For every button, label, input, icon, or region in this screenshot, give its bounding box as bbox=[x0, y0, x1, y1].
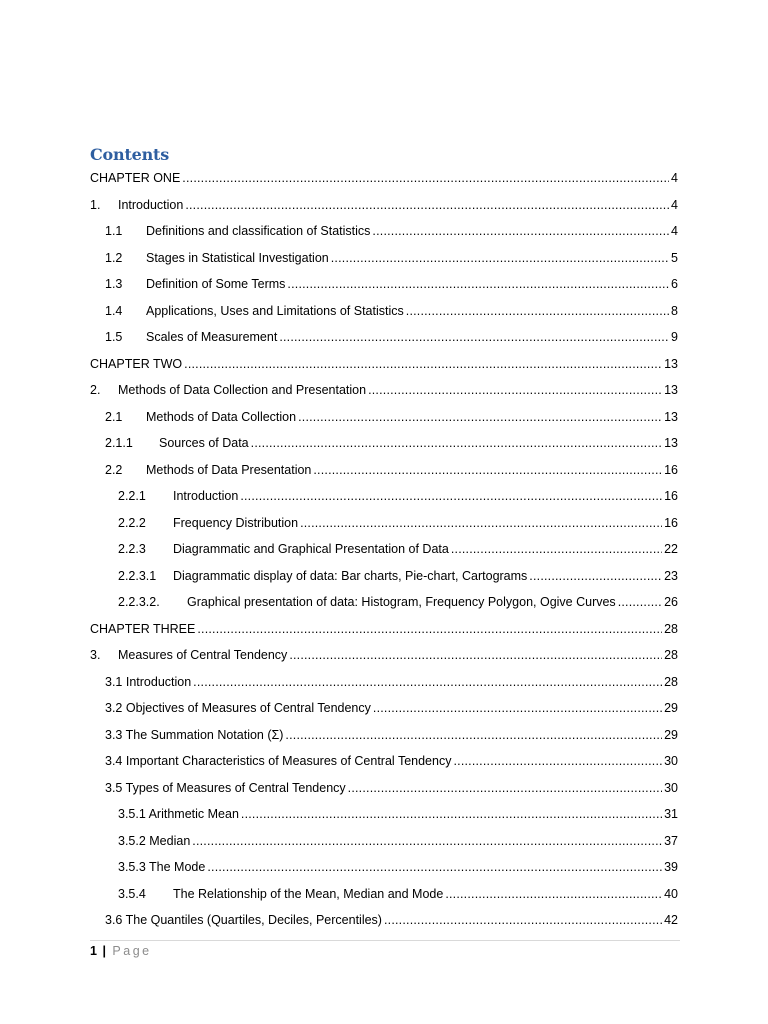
toc-dot-leader bbox=[241, 807, 662, 821]
toc-entry-page: 4 bbox=[671, 197, 678, 212]
toc-entry-number: 1.1 bbox=[105, 224, 123, 239]
toc-entry[interactable] bbox=[0, 457, 768, 484]
toc-entry-number: 2.2 bbox=[105, 462, 123, 477]
toc-entry-title: 3.5.1 Arithmetic Mean bbox=[118, 807, 239, 822]
toc-entry-title: The Relationship of the Mean, Median and Mode bbox=[173, 886, 444, 901]
toc-entry-page: 40 bbox=[664, 886, 678, 901]
toc-dot-leader bbox=[298, 410, 662, 424]
toc-entry-number: 2.1 bbox=[105, 409, 123, 424]
toc-entry-number: 2.2.3 bbox=[118, 542, 146, 557]
toc-entry-title: CHAPTER TWO bbox=[90, 356, 183, 371]
toc-entry-page: 23 bbox=[664, 568, 678, 583]
toc-entry-number: 2.2.3.2. bbox=[118, 595, 160, 610]
toc-dot-leader bbox=[368, 383, 662, 397]
toc-entry[interactable] bbox=[0, 510, 768, 537]
page-number: 1 bbox=[90, 944, 97, 958]
toc-dot-leader bbox=[240, 489, 662, 503]
toc-entry-title: Diagrammatic display of data: Bar charts, Pie-chart, Cartograms bbox=[173, 568, 528, 583]
toc-entry-title: 3.2 Objectives of Measures of Central Tendency bbox=[105, 701, 371, 716]
toc-entry-title: 3.1 Introduction bbox=[105, 674, 192, 689]
toc-dot-leader bbox=[300, 516, 662, 530]
toc-entry-page: 9 bbox=[671, 330, 678, 345]
toc-entry-number: 3. bbox=[90, 648, 101, 663]
toc-entry-page: 31 bbox=[664, 807, 678, 822]
toc-entry-page: 13 bbox=[664, 356, 678, 371]
page-footer bbox=[90, 944, 152, 958]
toc-entry-title: Definitions and classification of Statistics bbox=[146, 224, 371, 239]
toc-entry-page: 8 bbox=[671, 303, 678, 318]
toc-entry[interactable] bbox=[0, 271, 768, 298]
toc-entry-page: 16 bbox=[664, 462, 678, 477]
toc-entry[interactable] bbox=[0, 245, 768, 272]
toc-entry-title: Sources of Data bbox=[159, 436, 249, 451]
toc-entry[interactable] bbox=[0, 324, 768, 351]
toc-entry-page: 5 bbox=[671, 250, 678, 265]
toc-entry-title: 3.5 Types of Measures of Central Tendency bbox=[105, 780, 346, 795]
toc-entry-title: Introduction bbox=[118, 197, 184, 212]
toc-dot-leader bbox=[451, 542, 662, 556]
toc-entry[interactable] bbox=[0, 695, 768, 722]
toc-entry-title: Definition of Some Terms bbox=[146, 277, 286, 292]
toc-entry-title: 3.3 The Summation Notation (Σ) bbox=[105, 727, 284, 742]
toc-entry-page: 22 bbox=[664, 542, 678, 557]
toc-entry-title: Applications, Uses and Limitations of Statistics bbox=[146, 303, 404, 318]
toc-entry-title: Graphical presentation of data: Histogram, Frequency Polygon, Ogive Curves bbox=[187, 595, 616, 610]
footer-divider bbox=[90, 940, 680, 941]
toc-entry-number: 1.4 bbox=[105, 303, 123, 318]
toc-entry-page: 4 bbox=[671, 171, 678, 186]
toc-entry-title: Methods of Data Collection bbox=[146, 409, 297, 424]
toc-dot-leader bbox=[445, 887, 662, 901]
toc-entry-page: 13 bbox=[664, 383, 678, 398]
toc-entry[interactable] bbox=[0, 616, 768, 643]
toc-entry[interactable] bbox=[0, 854, 768, 881]
toc-entry[interactable] bbox=[0, 165, 768, 192]
toc-entry-number: 2.2.2 bbox=[118, 515, 146, 530]
toc-entry-page: 29 bbox=[664, 701, 678, 716]
footer-separator: | bbox=[102, 944, 106, 958]
toc-entry-page: 13 bbox=[664, 436, 678, 451]
toc-entry-number: 1.2 bbox=[105, 250, 123, 265]
toc-entry[interactable] bbox=[0, 192, 768, 219]
toc-entry[interactable] bbox=[0, 801, 768, 828]
toc-dot-leader bbox=[313, 463, 662, 477]
toc-entry-page: 16 bbox=[664, 489, 678, 504]
toc-entry-title: Scales of Measurement bbox=[146, 330, 278, 345]
toc-entry[interactable] bbox=[0, 722, 768, 749]
toc-entry[interactable] bbox=[0, 775, 768, 802]
toc-entry-title: Methods of Data Collection and Presentation bbox=[118, 383, 367, 398]
toc-dot-leader bbox=[193, 675, 662, 689]
toc-entry-number: 1.3 bbox=[105, 277, 123, 292]
toc-dot-leader bbox=[287, 277, 669, 291]
toc-entry-page: 28 bbox=[664, 648, 678, 663]
toc-entry-page: 37 bbox=[664, 833, 678, 848]
table-of-contents bbox=[0, 165, 768, 934]
toc-dot-leader bbox=[373, 701, 662, 715]
toc-entry-title: CHAPTER THREE bbox=[90, 621, 196, 636]
toc-dot-leader bbox=[372, 224, 669, 238]
toc-entry-number: 3.5.4 bbox=[118, 886, 146, 901]
toc-dot-leader bbox=[453, 754, 662, 768]
toc-entry-title: 3.4 Important Characteristics of Measures of Central Tendency bbox=[105, 754, 452, 769]
toc-entry-page: 4 bbox=[671, 224, 678, 239]
toc-entry-page: 28 bbox=[664, 674, 678, 689]
toc-entry[interactable] bbox=[0, 404, 768, 431]
toc-entry[interactable] bbox=[0, 377, 768, 404]
toc-dot-leader bbox=[182, 171, 669, 185]
toc-entry[interactable] bbox=[0, 483, 768, 510]
toc-dot-leader bbox=[618, 595, 662, 609]
toc-dot-leader bbox=[185, 198, 669, 212]
toc-entry[interactable] bbox=[0, 907, 768, 934]
toc-entry[interactable] bbox=[0, 430, 768, 457]
toc-entry[interactable] bbox=[0, 563, 768, 590]
toc-entry[interactable] bbox=[0, 351, 768, 378]
toc-dot-leader bbox=[331, 251, 669, 265]
toc-entry-title: 3.5.3 The Mode bbox=[118, 860, 206, 875]
toc-entry[interactable] bbox=[0, 536, 768, 563]
toc-heading: Contents bbox=[90, 145, 170, 164]
toc-entry[interactable] bbox=[0, 642, 768, 669]
toc-entry-page: 28 bbox=[664, 621, 678, 636]
toc-entry-number: 2.1.1 bbox=[105, 436, 133, 451]
toc-entry-page: 13 bbox=[664, 409, 678, 424]
toc-entry-number: 2.2.3.1 bbox=[118, 568, 157, 583]
toc-entry-title: 3.6 The Quantiles (Quartiles, Deciles, Percentiles) bbox=[105, 913, 382, 928]
toc-dot-leader bbox=[529, 569, 662, 583]
toc-entry-page: 30 bbox=[664, 754, 678, 769]
toc-dot-leader bbox=[197, 622, 662, 636]
toc-entry-number: 1.5 bbox=[105, 330, 123, 345]
toc-entry-title: Methods of Data Presentation bbox=[146, 462, 312, 477]
toc-entry-page: 29 bbox=[664, 727, 678, 742]
toc-dot-leader bbox=[207, 860, 662, 874]
toc-dot-leader bbox=[348, 781, 662, 795]
toc-entry-title: Introduction bbox=[173, 489, 239, 504]
toc-entry-number: 2. bbox=[90, 383, 101, 398]
toc-entry-title: Stages in Statistical Investigation bbox=[146, 250, 329, 265]
page-label: Page bbox=[112, 944, 152, 958]
toc-entry[interactable] bbox=[0, 589, 768, 616]
toc-entry-title: Measures of Central Tendency bbox=[118, 648, 288, 663]
toc-dot-leader bbox=[192, 834, 662, 848]
toc-entry-page: 30 bbox=[664, 780, 678, 795]
toc-entry-page: 26 bbox=[664, 595, 678, 610]
toc-entry[interactable] bbox=[0, 298, 768, 325]
toc-entry[interactable] bbox=[0, 669, 768, 696]
toc-dot-leader bbox=[384, 913, 662, 927]
toc-entry[interactable] bbox=[0, 748, 768, 775]
toc-entry-number: 2.2.1 bbox=[118, 489, 146, 504]
toc-dot-leader bbox=[289, 648, 662, 662]
toc-entry[interactable] bbox=[0, 828, 768, 855]
toc-entry-number: 1. bbox=[90, 197, 101, 212]
toc-entry[interactable] bbox=[0, 218, 768, 245]
toc-entry-title: 3.5.2 Median bbox=[118, 833, 191, 848]
toc-dot-leader bbox=[184, 357, 662, 371]
toc-dot-leader bbox=[406, 304, 669, 318]
toc-entry-page: 39 bbox=[664, 860, 678, 875]
toc-entry-page: 6 bbox=[671, 277, 678, 292]
toc-entry-page: 42 bbox=[664, 913, 678, 928]
toc-dot-leader bbox=[279, 330, 669, 344]
toc-entry-title: Frequency Distribution bbox=[173, 515, 299, 530]
toc-dot-leader bbox=[251, 436, 662, 450]
toc-dot-leader bbox=[285, 728, 662, 742]
toc-entry-title: CHAPTER ONE bbox=[90, 171, 181, 186]
toc-entry[interactable] bbox=[0, 881, 768, 908]
toc-entry-title: Diagrammatic and Graphical Presentation of Data bbox=[173, 542, 449, 557]
toc-entry-page: 16 bbox=[664, 515, 678, 530]
